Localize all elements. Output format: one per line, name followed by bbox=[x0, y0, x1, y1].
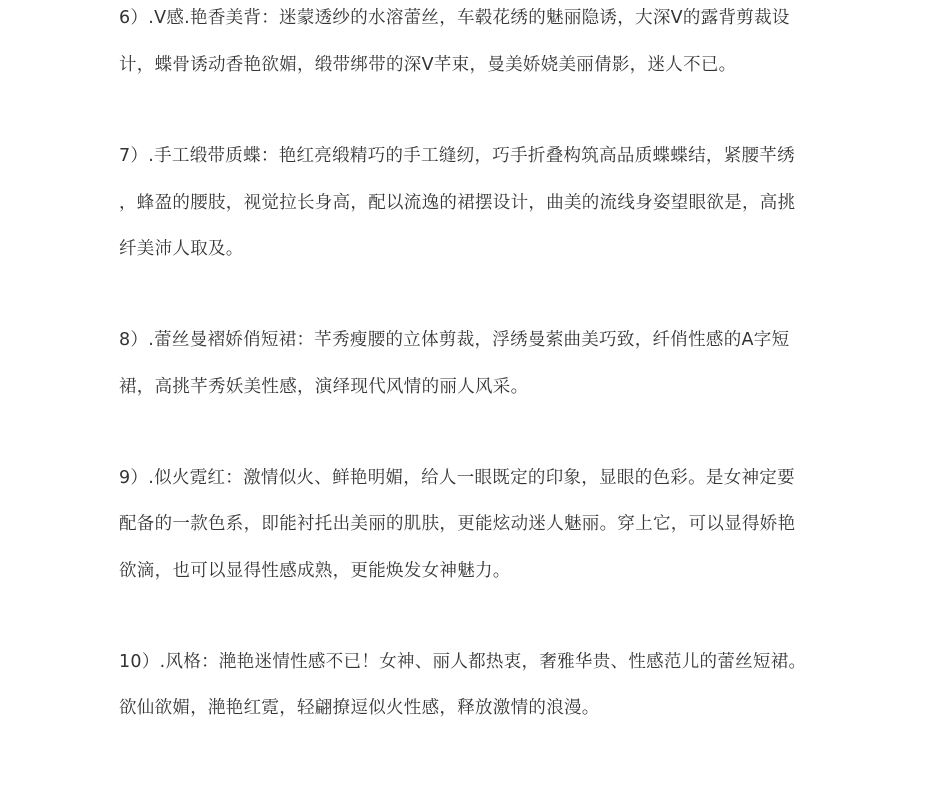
section-7-line-3: 纤美沛人取及。 bbox=[119, 239, 244, 259]
section-8-line-1: 8）.蕾丝曼褶娇俏短裙：芊秀瘦腰的立体剪裁，浮绣曼萦曲美巧致，纤俏性感的A字短 bbox=[119, 330, 790, 350]
section-8-line-2: 裙，高挑芊秀妖美性感，演绎现代风情的丽人风采。 bbox=[119, 377, 529, 397]
section-6-line-1: 6）.V感.艳香美背：迷蒙透纱的水溶蕾丝，车毂花绣的魅丽隐诱，大深V的露背剪裁设 bbox=[119, 8, 790, 28]
section-10-line-1: 10）.风格：滟艳迷情性感不已！女神、丽人都热衷，奢雅华贵、性感范儿的蕾丝短裙。 bbox=[119, 652, 807, 672]
section-9-line-2: 配备的一款色系，即能衬托出美丽的肌肤，更能炫动迷人魅丽。穿上它，可以显得娇艳 bbox=[119, 514, 796, 534]
section-10-line-2: 欲仙欲媚，滟艳红霓，轻翩撩逗似火性感，释放激情的浪漫。 bbox=[119, 698, 600, 718]
section-7-line-1: 7）.手工缎带质蝶：艳红亮缎精巧的手工缝纫，巧手折叠构筑高品质蝶蝶结，紧腰芊绣 bbox=[119, 146, 795, 166]
section-7-line-2: ，蜂盈的腰肢，视觉拉长身高，配以流逸的裙摆设计，曲美的流线身姿望眼欲是，高挑 bbox=[119, 193, 796, 213]
section-9-line-3: 欲滴，也可以显得性感成熟，更能焕发女神魅力。 bbox=[119, 561, 511, 581]
section-9-line-1: 9）.似火霓红：激情似火、鲜艳明媚，给人一眼既定的印象，显眼的色彩。是女神定要 bbox=[119, 468, 795, 488]
section-6-line-2: 计，蝶骨诱动香艳欲媚，缎带绑带的深V芊束，曼美娇娆美丽倩影，迷人不已。 bbox=[119, 55, 737, 75]
